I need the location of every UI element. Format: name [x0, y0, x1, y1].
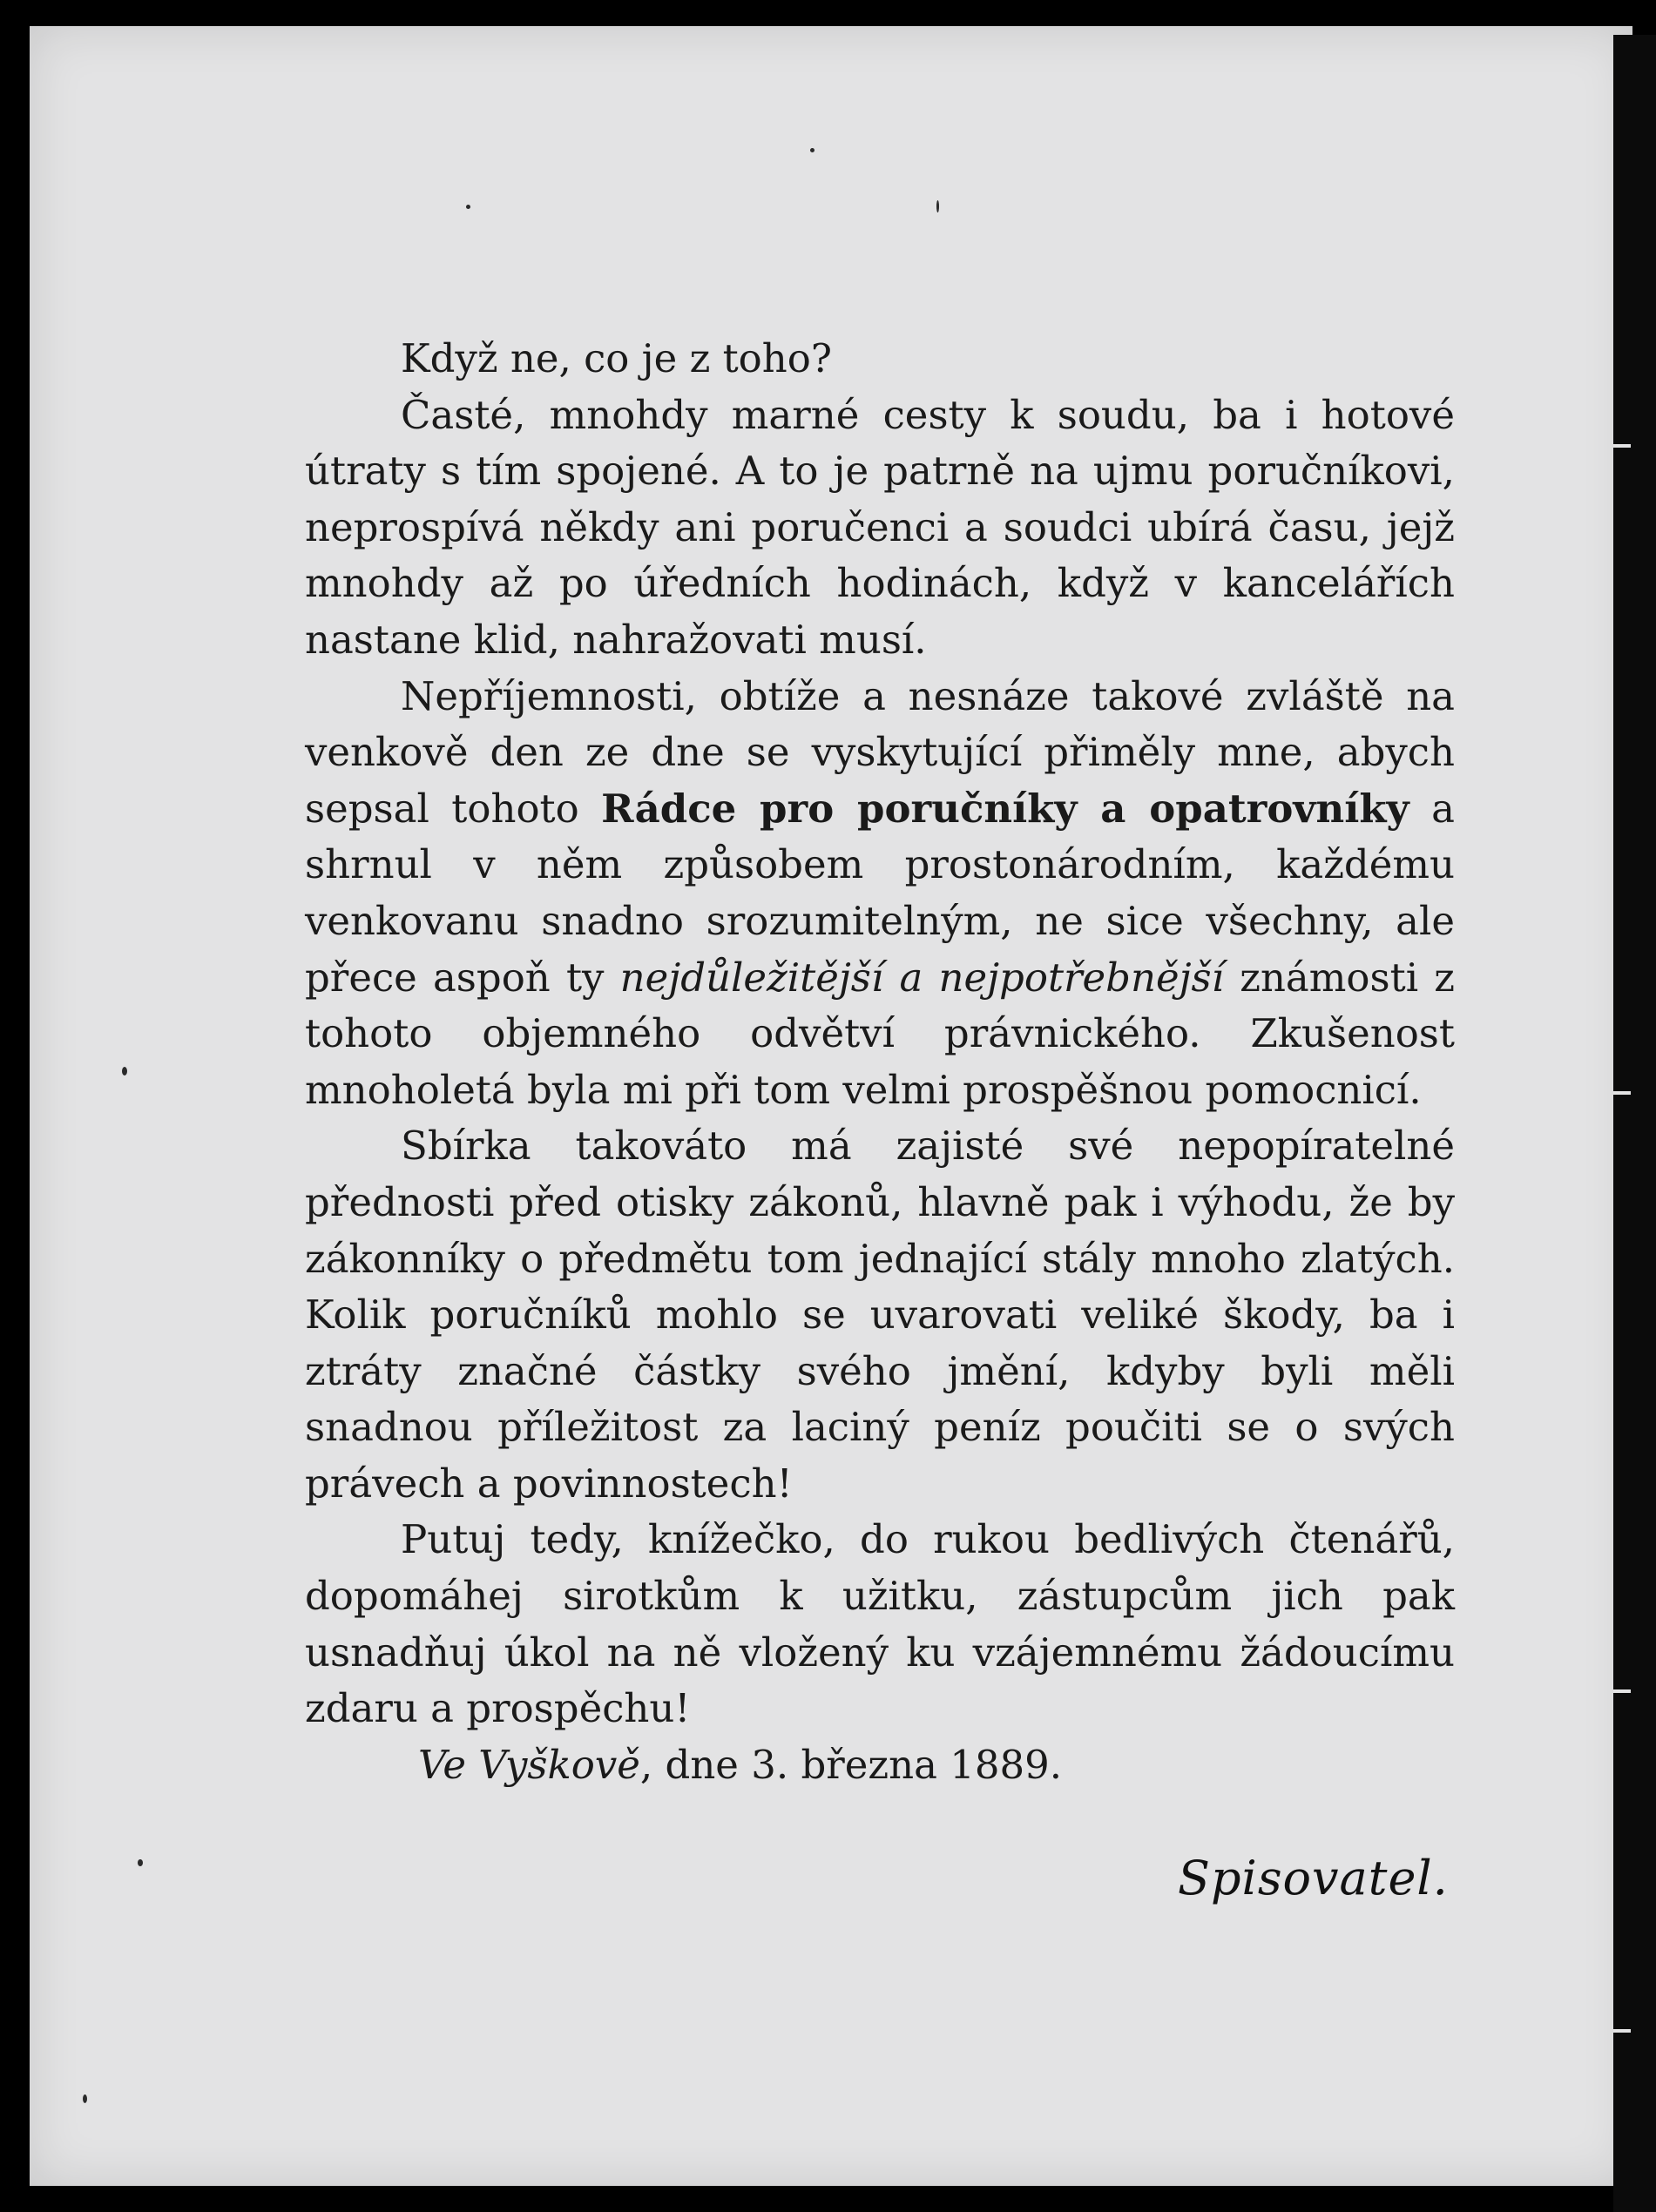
paragraph-5: Putuj tedy, knížečko, do rukou bedlivých čtenářů, dopomáhej sirotkům k užitku, zástupcům jich pak usnadňuj úkol na ně vložený ku vzájemnému žádoucímu zdaru a prospěchu!	[305, 1516, 1455, 1732]
book-title: Rádce pro poručníky a opatrovníky	[601, 785, 1409, 832]
dateline-date: , dne 3. března 1889.	[639, 1741, 1063, 1788]
paragraph-3-start: Nepříjemnosti, obtíže a nesnáze takové zvláště na venkově den ze dne se vyskytující přiměly mne, abych sepsal tohoto	[305, 672, 1455, 832]
scan-speck	[810, 148, 814, 152]
author-signature: Spisovatel.	[1178, 1851, 1449, 1905]
dateline	[305, 1737, 1455, 1794]
scan-speck	[83, 2094, 87, 2103]
preface-text	[305, 331, 1455, 1793]
paragraph-3-end: známosti z tohoto objemného odvětví právnického. Zkušenost mnoholetá byla mi při tom velmi prospěšnou pomocnicí.	[305, 954, 1455, 1113]
scan-speck	[138, 1859, 143, 1866]
dateline-place: Ve Vyškově	[418, 1741, 640, 1788]
emphasis-text: nejdůležitější a nejpotřebnější	[619, 954, 1225, 1001]
paragraph-3-middle: a shrnul v něm způsobem prostonárodním, každému venkovanu snadno srozumitelným, ne sice všechny, ale přece aspoň ty	[305, 785, 1455, 1001]
paragraph-4: Sbírka takováto má zajisté své nepopíratelné přednosti před otisky zákonů, hlavně pak i výhodu, že by zákonníky o předmětu tom jednající stály mnoho zlatých. Kolik poručníků mohlo se uvarovati veliké škody, ba i ztráty značné částky svého jmění, kdyby byli měli snadnou příležitost za laciný peníz poučiti se o svých právech a povinnostech!	[305, 1123, 1455, 1507]
binding-edge	[1613, 35, 1656, 2212]
paragraph-2: Časté, mnohdy marné cesty k soudu, ba i hotové útraty s tím spojené. A to je patrně na ujmu poručníkovi, neprospívá někdy ani poručenci a soudci ubírá času, jejž mnohdy až po úředních hodinách, když v kancelářích nastane klid, nahražovati musí.	[305, 391, 1455, 663]
paragraph-1: Když ne, co je z toho?	[401, 335, 832, 381]
scan-speck	[122, 1067, 127, 1076]
paragraph-3	[305, 669, 1455, 1119]
scan-speck	[466, 205, 470, 209]
scan-speck	[936, 200, 939, 212]
